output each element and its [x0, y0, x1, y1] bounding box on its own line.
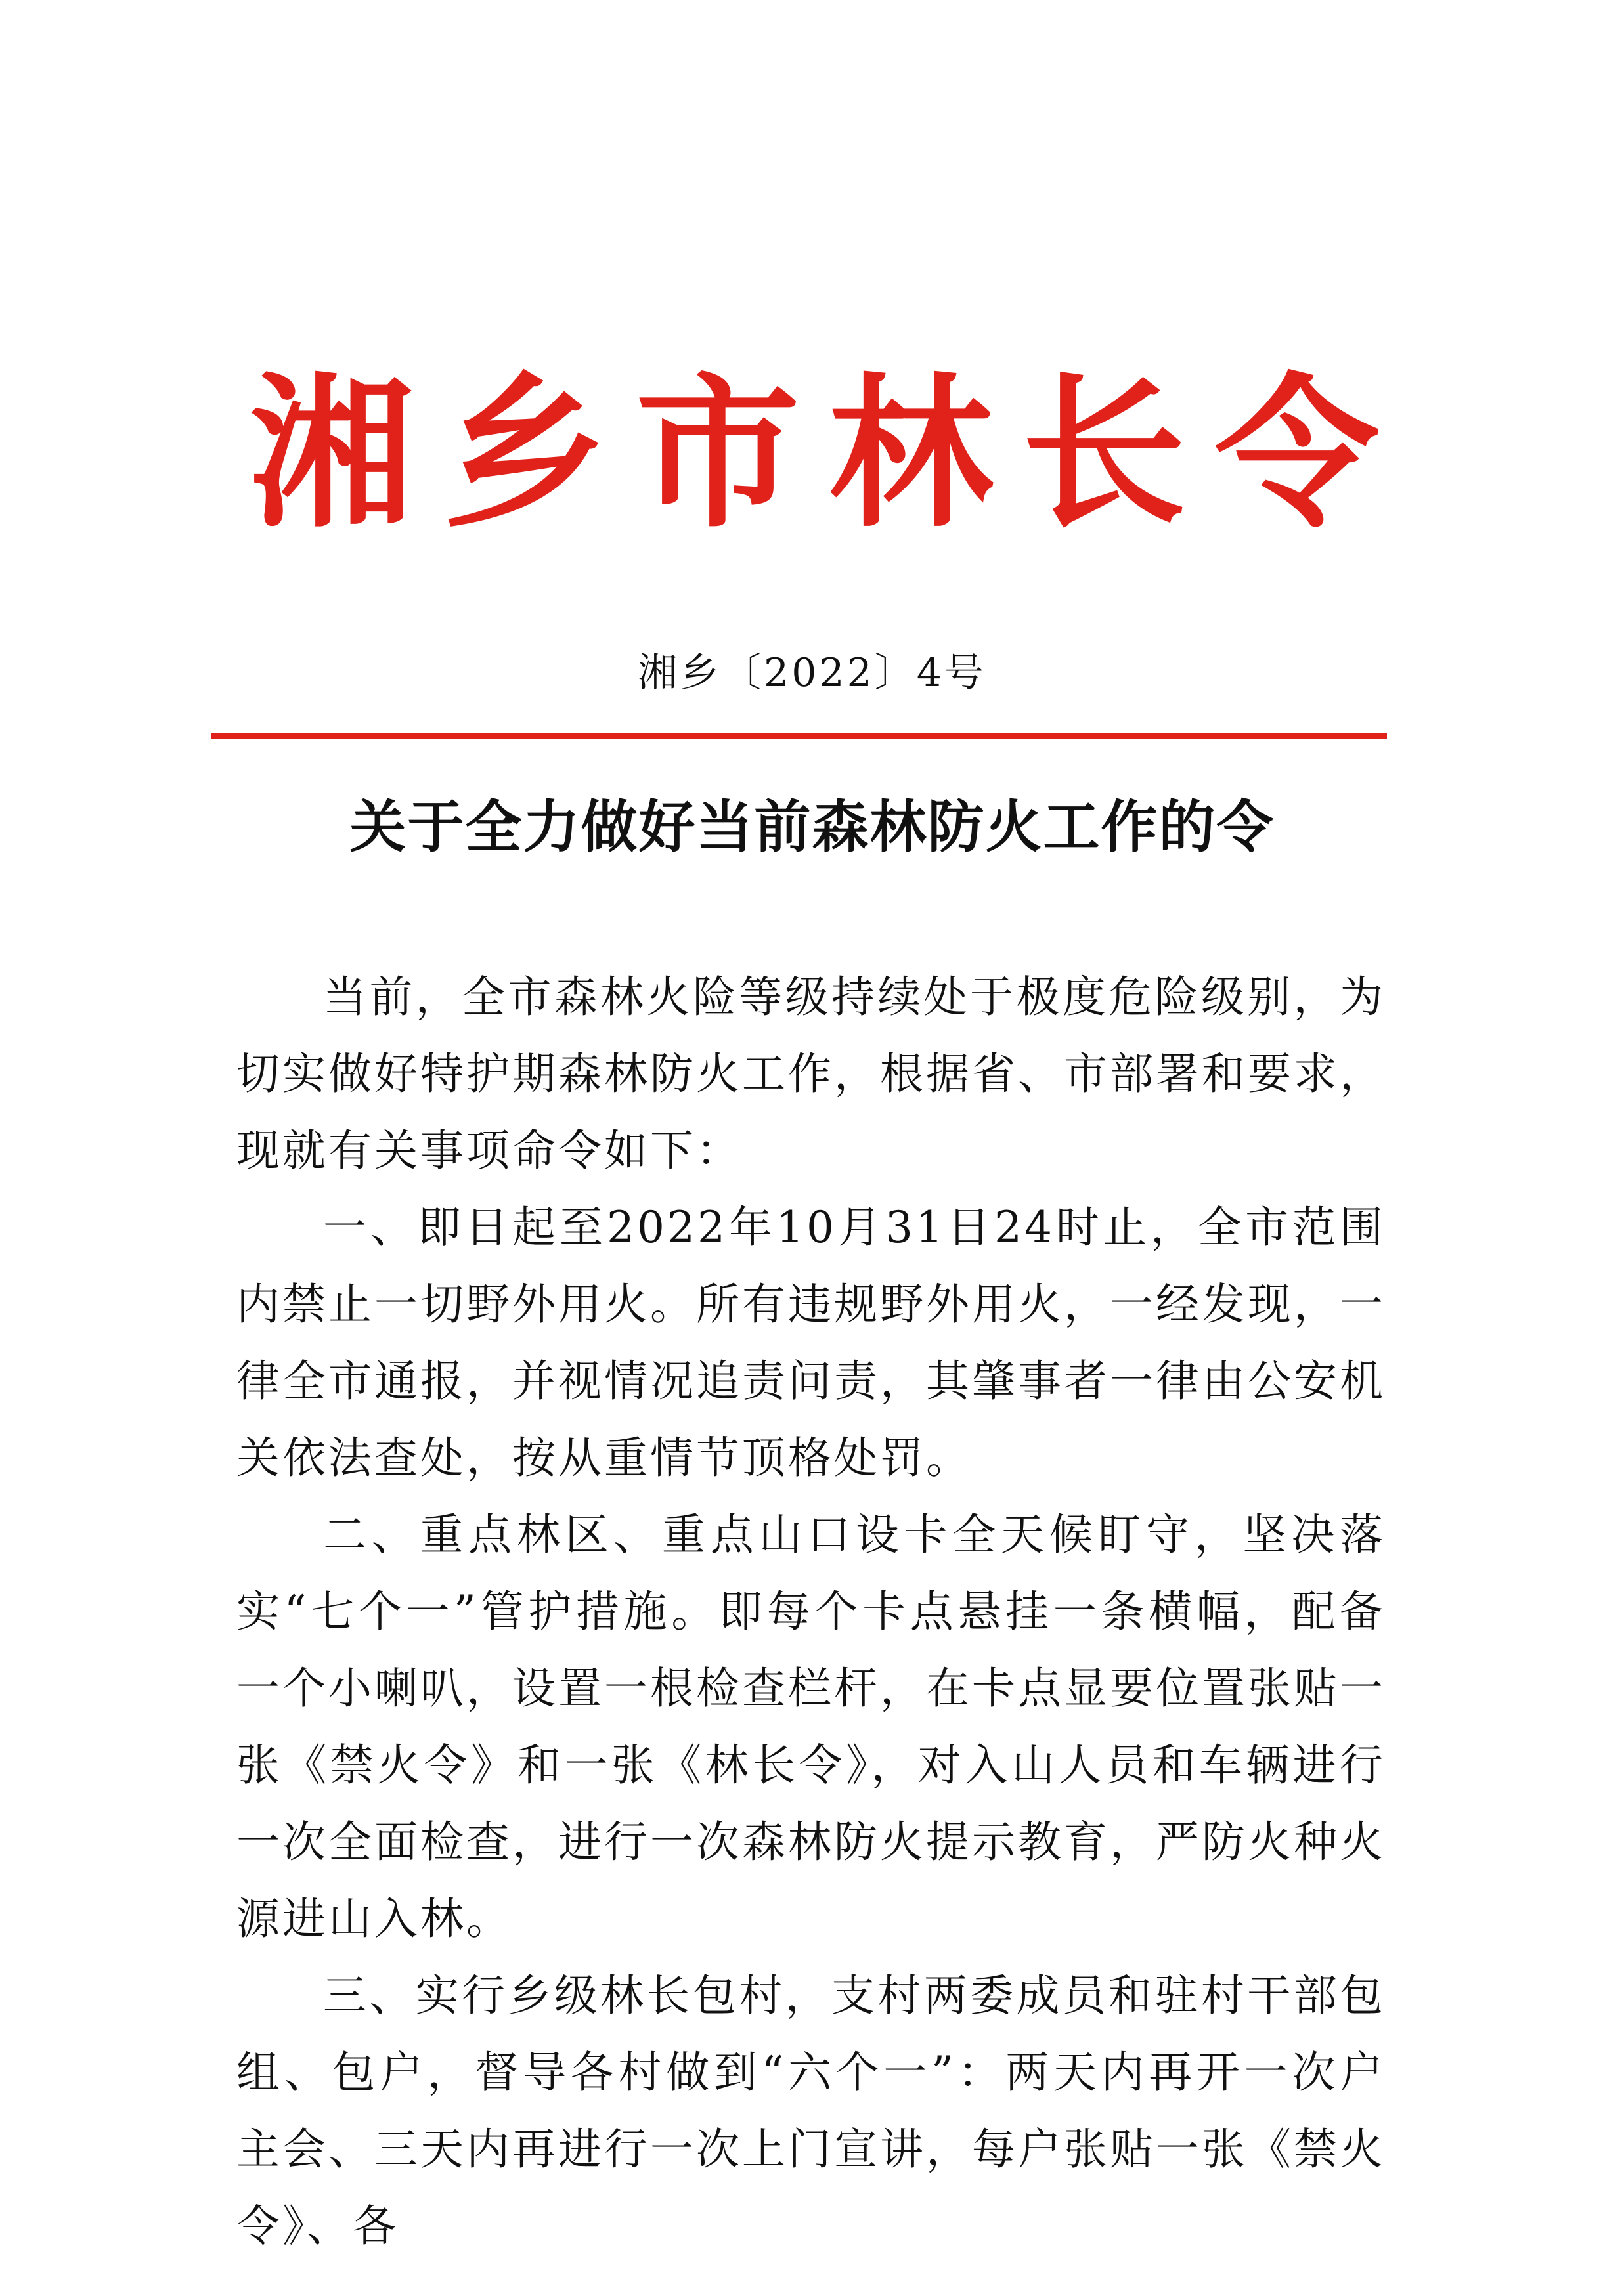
masthead-char: 乡	[443, 357, 607, 550]
masthead-title	[250, 357, 1379, 550]
document-body	[236, 959, 1386, 2264]
masthead-char: 市	[636, 357, 800, 550]
red-divider	[211, 733, 1387, 739]
document-title: 关于全力做好当前森林防火工作的令	[349, 794, 1275, 860]
body-paragraph: 二、重点林区、重点山口设卡全天候盯守，坚决落实“七个一”管护措施。即每个卡点悬挂一条横幅，配备一个小喇叭，设置一根检查栏杆，在卡点显要位置张贴一张《禁火令》和一张《林长令》，对入山人员和车辆进行一次全面检查，进行一次森林防火提示教育，严防火种火源进山入林。	[236, 1509, 1386, 1944]
masthead-char: 林	[829, 357, 993, 550]
document-number: 湘乡〔2022〕4号	[638, 650, 986, 696]
body-paragraph: 三、实行乡级林长包村，支村两委成员和驻村干部包组、包户，督导各村做到“六个一”：两天内再开一次户主会、三天内再进行一次上门宣讲，每户张贴一张《禁火令》、各	[236, 1970, 1386, 2251]
body-paragraph: 当前，全市森林火险等级持续处于极度危险级别，为切实做好特护期森林防火工作，根据省、市部署和要求，现就有关事项命令如下：	[236, 972, 1386, 1176]
masthead-char: 湘	[250, 357, 414, 550]
masthead-char: 令	[1215, 357, 1379, 550]
masthead-char: 长	[1022, 357, 1186, 550]
body-paragraph: 一、即日起至2022年10月31日24时止，全市范围内禁止一切野外用火。所有违规野外用火，一经发现，一律全市通报，并视情况追责问责，其肇事者一律由公安机关依法查处，按从重情节顶格处罚。	[236, 1202, 1386, 1483]
